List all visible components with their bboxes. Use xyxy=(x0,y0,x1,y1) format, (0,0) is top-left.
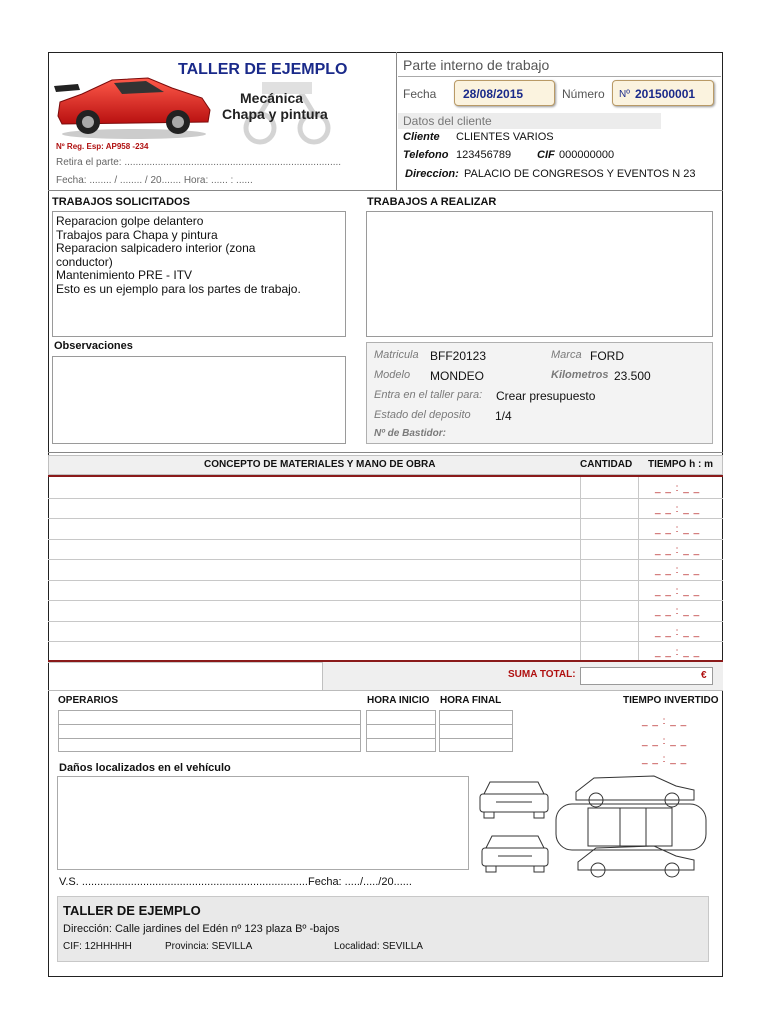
solicitados-title: TRABAJOS SOLICITADOS xyxy=(52,196,190,208)
tiempo-cell[interactable]: _ _ : _ _ xyxy=(655,647,701,658)
solicitados-text xyxy=(56,215,301,296)
vehicle-damage-diagram xyxy=(476,770,712,886)
footer-provincia: Provincia: SEVILLA xyxy=(165,941,253,952)
numero-value: 201500001 xyxy=(635,87,696,101)
tiempo-cell[interactable]: _ _ : _ _ xyxy=(655,524,701,535)
entra-value: Crear presupuesto xyxy=(496,389,596,403)
currency-symbol: € xyxy=(701,670,707,681)
numero-prefix: Nº xyxy=(619,89,630,100)
modelo-value: MONDEO xyxy=(430,369,484,383)
tiempo-cell[interactable]: _ _ : _ _ xyxy=(655,544,701,556)
cantidad-header: CANTIDAD xyxy=(580,459,633,470)
hora-final-row-line xyxy=(439,738,513,739)
operarios-row-line xyxy=(58,724,361,725)
materiales-row[interactable] xyxy=(48,641,723,642)
materiales-row[interactable] xyxy=(48,621,723,622)
deposito-value: 1/4 xyxy=(495,409,512,423)
tagline-mecanica: Mecánica xyxy=(240,90,304,106)
cif-value: 000000000 xyxy=(559,149,615,161)
tiempo-cell[interactable]: _ _ : _ _ xyxy=(655,483,701,494)
hora-inicio-row-line xyxy=(366,738,436,739)
fecha-value: 28/08/2015 xyxy=(463,87,524,101)
matricula-value: BFF20123 xyxy=(430,349,487,363)
kilometros-value: 23.500 xyxy=(614,369,651,383)
materiales-row[interactable] xyxy=(48,600,723,601)
observaciones-title: Observaciones xyxy=(54,340,133,352)
cliente-section-title: Datos del cliente xyxy=(403,114,492,128)
materiales-top-rule xyxy=(48,452,723,453)
numero-label: Número xyxy=(562,87,605,101)
retira-parte-line: Retira el parte: .............................................................................. xyxy=(56,157,342,168)
deposito-label: Estado del deposito xyxy=(374,409,471,421)
matricula-label: Matricula xyxy=(374,349,419,361)
solicitado-line: Reparacion salpicadero interior (zona xyxy=(56,241,256,255)
materiales-row[interactable] xyxy=(48,518,723,519)
parte-title-underline xyxy=(398,76,721,77)
observaciones-box[interactable] xyxy=(52,356,346,444)
hora-final-table[interactable] xyxy=(439,710,513,752)
materiales-row[interactable] xyxy=(48,498,723,499)
vs-fecha-line: V.S. ..........................................................................Fecha: ...../...../20...... xyxy=(59,876,412,888)
direccion-value: PALACIO DE CONGRESOS Y EVENTOS N 23 xyxy=(464,168,696,180)
hora-final-row-line xyxy=(439,724,513,725)
operarios-table[interactable] xyxy=(58,710,361,752)
modelo-label: Modelo xyxy=(374,369,411,381)
footer-localidad: Localidad: SEVILLA xyxy=(334,941,423,952)
telefono-label: Telefono xyxy=(403,149,449,161)
cantidad-col-divider xyxy=(580,477,581,660)
materiales-header-redline xyxy=(48,475,723,477)
bastidor-label: Nº de Bastidor: xyxy=(374,428,446,439)
realizar-title: TRABAJOS A REALIZAR xyxy=(367,196,497,208)
solicitado-line: Trabajos para Chapa y pintura xyxy=(56,227,218,242)
tiempo-cell[interactable]: _ _ : _ _ xyxy=(655,585,701,597)
suma-bottom-rule xyxy=(48,690,723,691)
materiales-row[interactable] xyxy=(48,539,723,540)
entra-label: Entra en el taller para: xyxy=(374,389,483,401)
parte-title: Parte interno de trabajo xyxy=(403,57,550,73)
car-side-top-icon xyxy=(576,776,694,807)
realizar-box[interactable] xyxy=(366,211,713,337)
tiempo-header: TIEMPO h : m xyxy=(648,459,713,470)
fecha-label: Fecha xyxy=(403,87,437,101)
fecha-hora-line: Fecha: ........ / ........ / 20....... Hora: ...... : ...... xyxy=(56,175,253,186)
hora-inicio-header: HORA INICIO xyxy=(367,695,430,706)
tiempo-cell[interactable]: _ _ : _ _ xyxy=(655,503,701,515)
marca-value: FORD xyxy=(590,349,624,363)
footer-shop-name: TALLER DE EJEMPLO xyxy=(63,903,201,918)
hora-inicio-row-line xyxy=(366,724,436,725)
suma-total-field[interactable] xyxy=(580,667,713,685)
header-bottom-rule xyxy=(48,190,723,191)
solicitado-line: Mantenimiento PRE - ITV xyxy=(56,268,193,282)
kilometros-label: Kilometros xyxy=(551,369,609,381)
tiempo-cell[interactable]: _ _ : _ _ xyxy=(655,565,701,576)
tiempo-invertido-value[interactable]: _ _ : _ _ xyxy=(642,716,688,727)
car-top-view-icon xyxy=(556,804,706,850)
tiempo-cell[interactable]: _ _ : _ _ xyxy=(655,626,701,638)
cif-label: CIF xyxy=(537,149,555,161)
direccion-label: Direccion: xyxy=(405,168,459,180)
hora-final-header: HORA FINAL xyxy=(440,695,502,706)
reg-number: Nº Reg. Esp: AP958 -234 xyxy=(56,142,149,151)
suma-total-label: SUMA TOTAL: xyxy=(508,669,576,680)
shop-name: TALLER DE EJEMPLO xyxy=(178,61,348,78)
header-divider xyxy=(396,52,397,190)
tiempo-invertido-value[interactable]: _ _ : _ _ xyxy=(642,736,688,747)
operarios-row-line xyxy=(58,738,361,739)
tiempo-invertido-header: TIEMPO INVERTIDO xyxy=(623,695,719,706)
tagline-chapa: Chapa y pintura xyxy=(222,106,328,122)
footer-cif: CIF: 12HHHHH xyxy=(63,941,132,952)
car-rear-view-icon xyxy=(482,836,548,872)
cliente-label: Cliente xyxy=(403,131,440,143)
marca-label: Marca xyxy=(551,349,582,361)
cliente-value: CLIENTES VARIOS xyxy=(456,131,554,143)
car-logo xyxy=(52,68,217,143)
footer-direccion: Dirección: Calle jardines del Edén nº 123 plaza Bº -bajos xyxy=(63,923,340,935)
tiempo-col-divider xyxy=(638,477,639,660)
tiempo-invertido-value[interactable]: _ _ : _ _ xyxy=(642,754,688,765)
danos-title: Daños localizados en el vehículo xyxy=(59,762,231,774)
hora-inicio-table[interactable] xyxy=(366,710,436,752)
materiales-row[interactable] xyxy=(48,580,723,581)
telefono-value: 123456789 xyxy=(456,149,512,161)
car-side-bottom-icon xyxy=(578,846,694,877)
solicitado-line: conductor) xyxy=(56,254,113,269)
solicitado-line: Reparacion golpe delantero xyxy=(56,214,204,228)
solicitado-line: Esto es un ejemplo para los partes de trabajo. xyxy=(56,281,301,296)
concepto-header: CONCEPTO DE MATERIALES Y MANO DE OBRA xyxy=(204,459,436,470)
danos-box[interactable] xyxy=(57,776,469,870)
car-front-view-icon xyxy=(480,782,548,818)
operarios-title: OPERARIOS xyxy=(58,695,119,706)
tiempo-cell[interactable]: _ _ : _ _ xyxy=(655,606,701,617)
materiales-row[interactable] xyxy=(48,559,723,560)
